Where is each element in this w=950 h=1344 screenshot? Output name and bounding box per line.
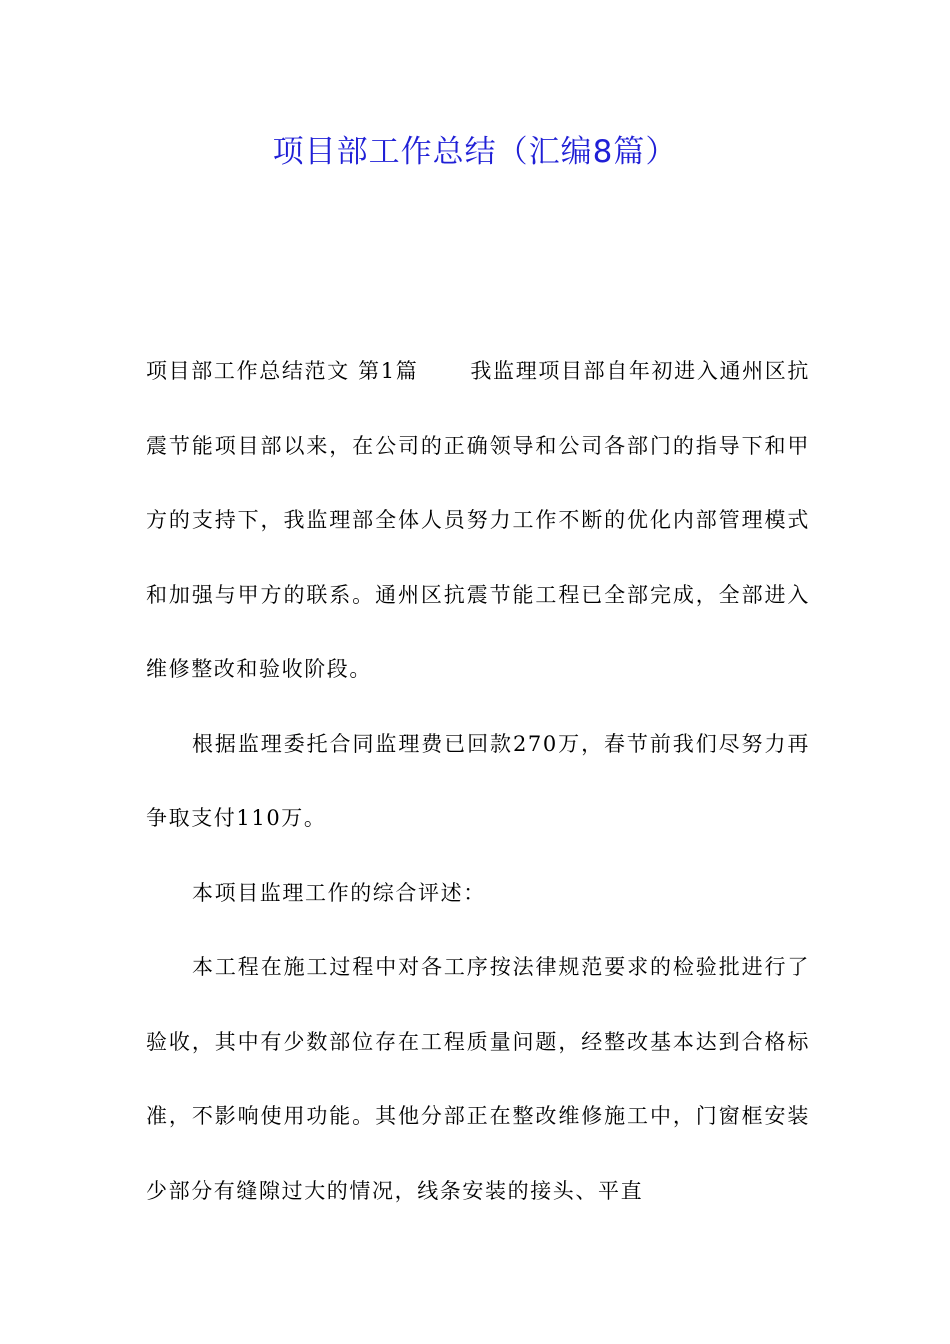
section-heading: 项目部工作总结范文 第1篇 xyxy=(146,359,419,383)
paragraph-2: 根据监理委托合同监理费已回款270万，春节前我们尽努力再争取支付110万。 xyxy=(146,731,810,830)
document-body xyxy=(146,334,810,1228)
paragraph-3: 本项目监理工作的综合评述： xyxy=(192,880,486,905)
paragraph-4: 本工程在施工过程中对各工序按法律规范要求的检验批进行了验收，其中有少数部位存在工程质量问题，经整改基本达到合格标准，不影响使用功能。其他分部正在整改维修施工中，门窗框安装少部分有缝隙过大的情况，线条安装的接头、平直 xyxy=(146,955,810,1203)
document-title: 项目部工作总结（汇编8篇） xyxy=(272,134,678,170)
paragraph-1 xyxy=(146,334,810,707)
paragraph-1-text: 我监理项目部自年初进入通州区抗震节能项目部以来，在公司的正确领导和公司各部门的指导下和甲方的支持下，我监理部全体人员努力工作不断的优化内部管理模式和加强与甲方的联系。通州区抗震节能工程已全部完成，全部进入维修整改和验收阶段。 xyxy=(146,359,810,681)
